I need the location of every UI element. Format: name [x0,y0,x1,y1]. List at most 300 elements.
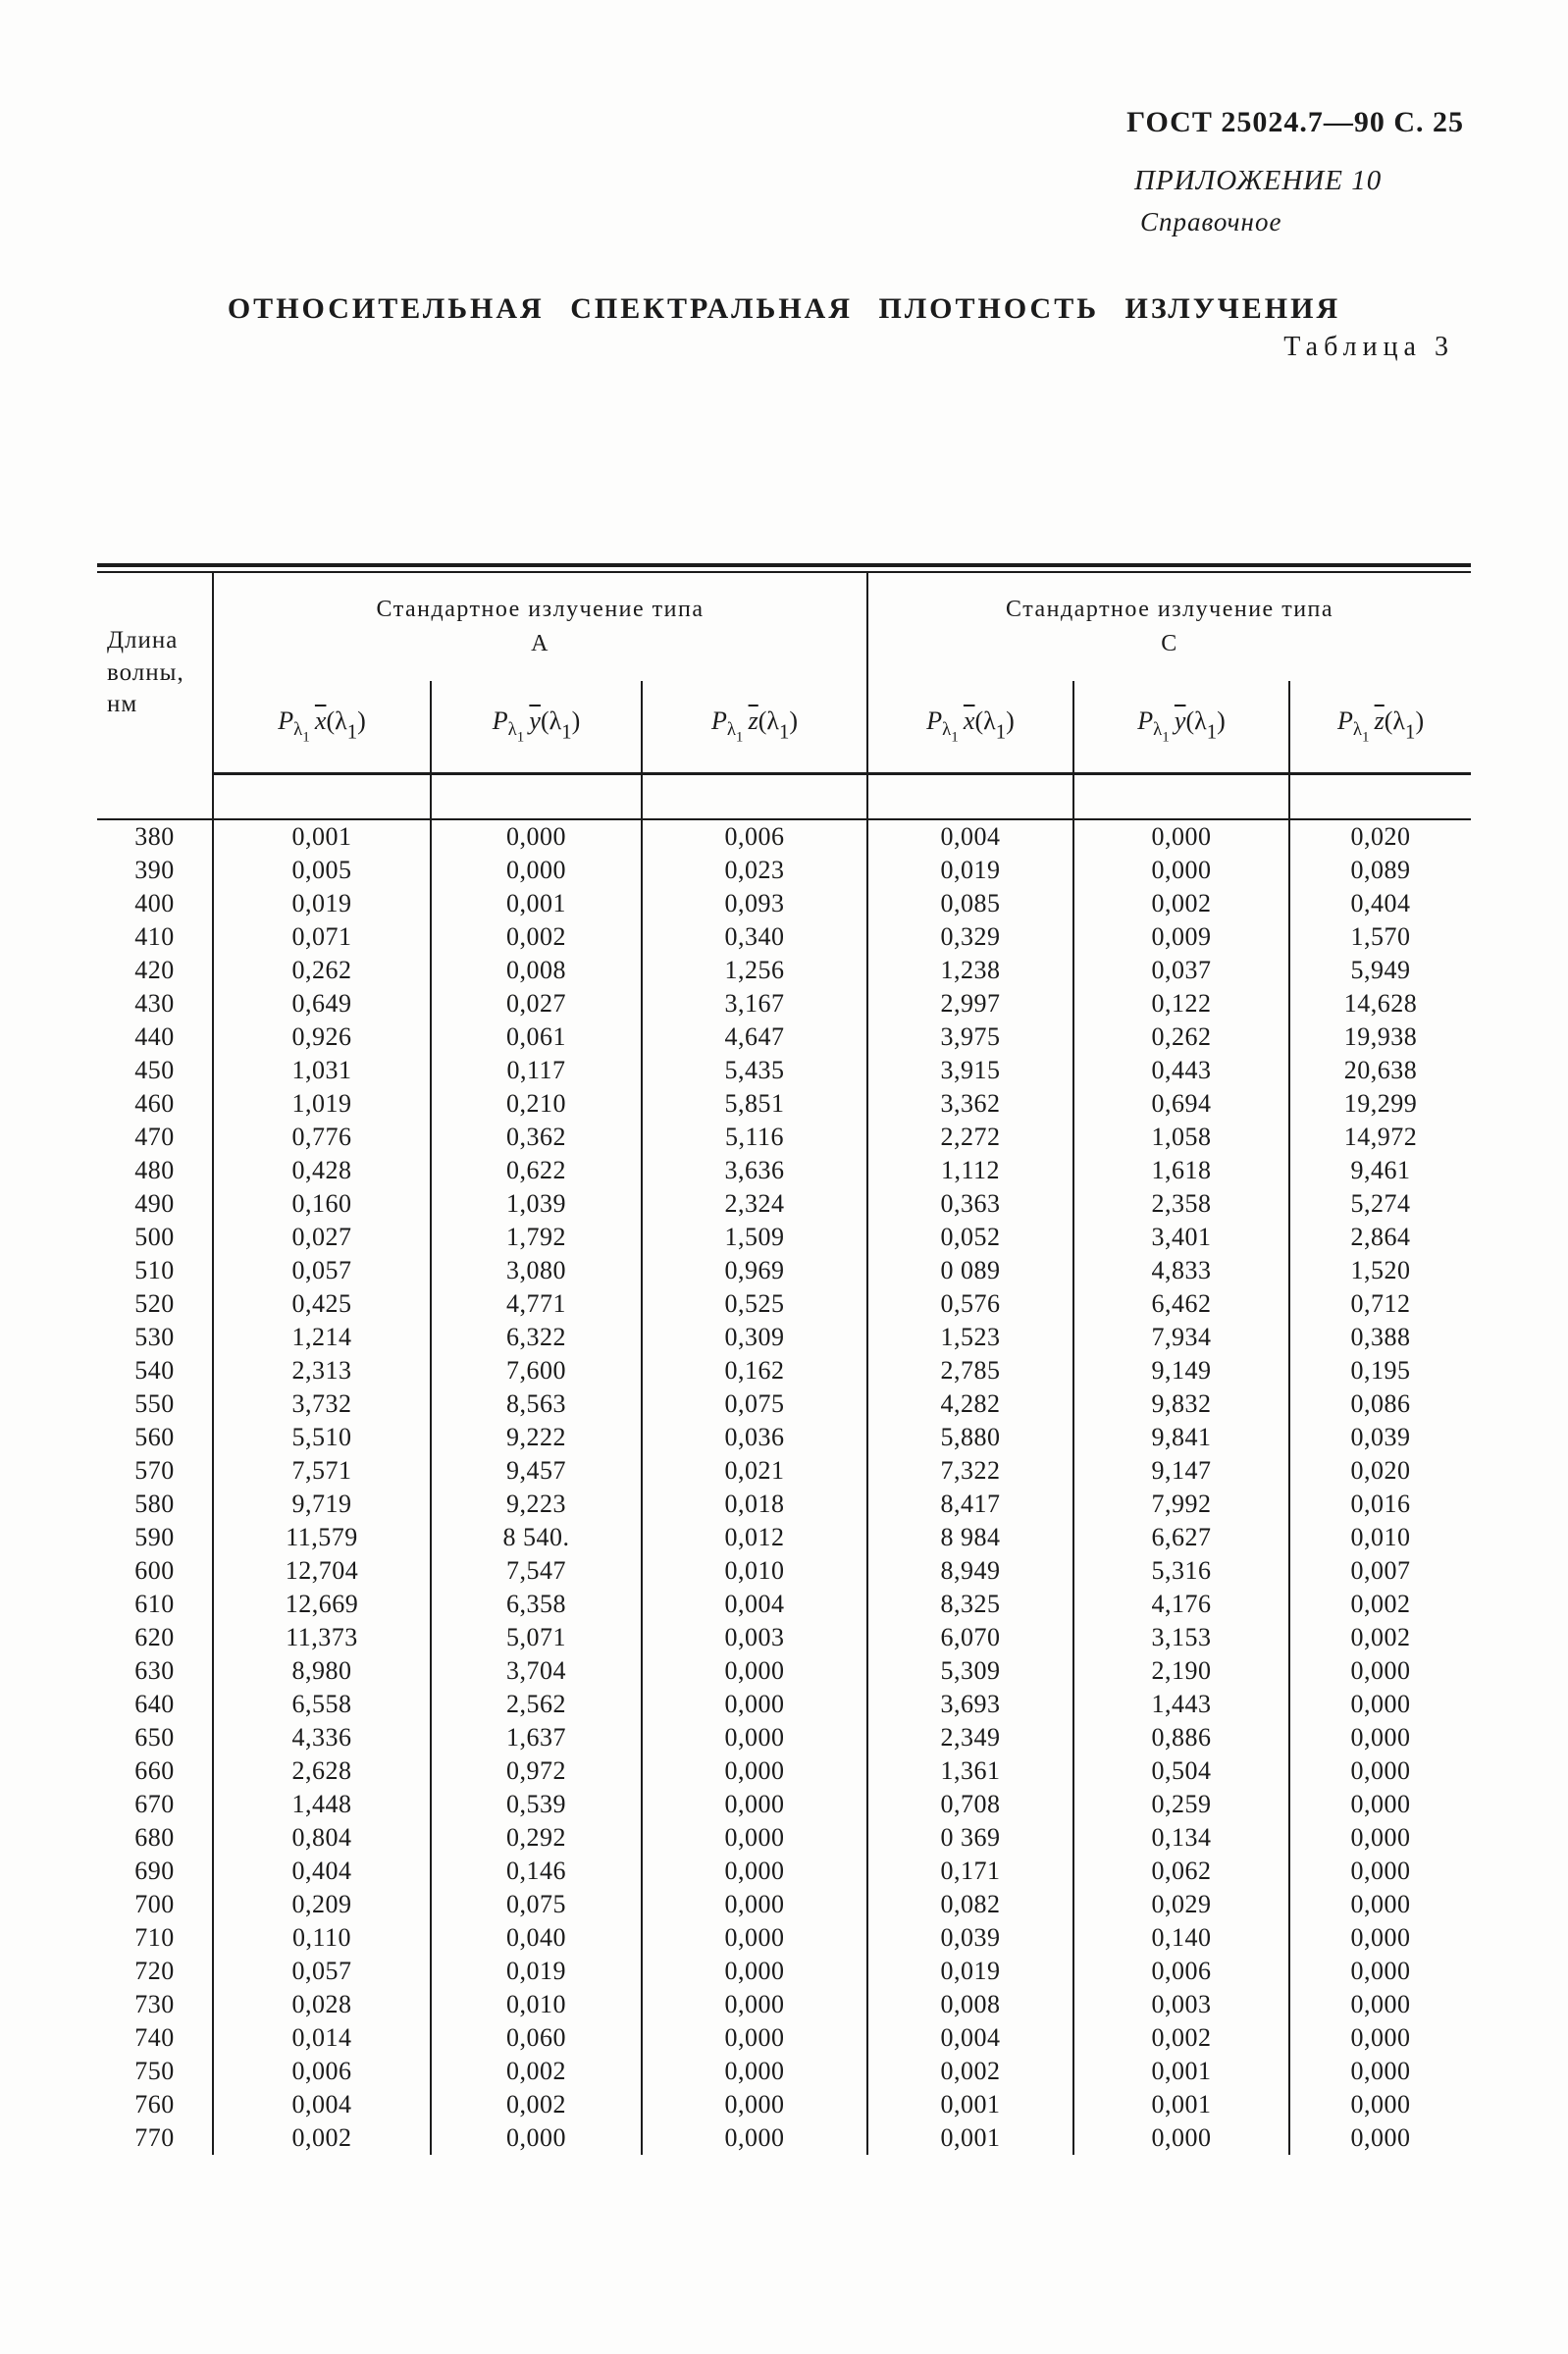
value-cell: 0,039 [867,1921,1073,1955]
value-cell: 3,636 [642,1154,867,1187]
value-cell: 0,028 [213,1988,431,2021]
wavelength-column-header: Длина волны, нм [97,572,213,773]
value-cell: 7,322 [867,1454,1073,1488]
value-cell: 11,579 [213,1521,431,1554]
table-row [97,1287,1471,1321]
value-cell: 8,949 [867,1554,1073,1588]
wavelength-cell: 570 [134,1455,175,1485]
value-cell: 0,708 [867,1788,1073,1821]
table-row [97,1821,1471,1855]
value-cell: 1,618 [1073,1154,1289,1187]
value-cell: 0 369 [867,1821,1073,1855]
value-cell: 5,116 [642,1121,867,1154]
value-cell: 0,020 [1289,1454,1471,1488]
value-cell: 0,003 [1073,1988,1289,2021]
value-cell: 0,075 [431,1888,642,1921]
value-cell: 3,693 [867,1688,1073,1721]
value-cell: 3,153 [1073,1621,1289,1654]
wavelength-cell: 680 [134,1822,175,1852]
value-cell: 1,509 [642,1221,867,1254]
value-cell: 0,404 [213,1855,431,1888]
wavelength-cell: 590 [134,1522,175,1551]
value-cell: 0,036 [642,1421,867,1454]
value-cell: 0,002 [1073,887,1289,920]
wavelength-cell: 480 [134,1155,175,1184]
value-cell: 0,209 [213,1888,431,1921]
column-symbol-a-x: $P_{\lambda_1}$ $\overline{x}(\lambda_1)$ [213,681,431,773]
table-body [97,773,1471,2155]
value-cell: 0 089 [867,1254,1073,1287]
table-row [97,1921,1471,1955]
value-cell: 9,841 [1073,1421,1289,1454]
value-cell: 0,001 [431,887,642,920]
wavelength-cell: 710 [134,1922,175,1952]
table-row [97,1654,1471,1688]
value-cell: 0,000 [1289,1888,1471,1921]
value-cell: 0,363 [867,1187,1073,1221]
wavelength-cell: 620 [134,1622,175,1651]
value-cell: 3,704 [431,1654,642,1688]
value-cell: 1,256 [642,954,867,987]
value-cell: 0,443 [1073,1054,1289,1087]
value-cell: 0,776 [213,1121,431,1154]
value-cell: 0,309 [642,1321,867,1354]
value-cell: 0,000 [642,1821,867,1855]
table-row [97,1955,1471,1988]
value-cell: 0,001 [213,819,431,854]
table-row [97,1121,1471,1154]
value-cell: 0,009 [1073,920,1289,954]
spectral-density-table [97,571,1471,2155]
value-cell: 0,027 [213,1221,431,1254]
table-row [97,1020,1471,1054]
value-cell: 0,006 [213,2055,431,2088]
table-row [97,1221,1471,1254]
value-cell: 0,039 [1289,1421,1471,1454]
table-label: Таблица 3 [1283,332,1454,362]
wavelength-cell: 560 [134,1422,175,1451]
value-cell: 0,010 [431,1988,642,2021]
value-cell: 0,016 [1289,1488,1471,1521]
table-row [97,1754,1471,1788]
wavelength-cell: 580 [134,1489,175,1518]
value-cell: 0,000 [642,1988,867,2021]
value-cell: 6,322 [431,1321,642,1354]
table-row [97,1187,1471,1221]
value-cell: 0,504 [1073,1754,1289,1788]
value-cell: 3,915 [867,1054,1073,1087]
wavelength-cell: 470 [134,1122,175,1151]
annex-title: ПРИЛОЖЕНИЕ 10 [1134,165,1383,196]
value-cell: 0,089 [1289,854,1471,887]
value-cell: 0,539 [431,1788,642,1821]
value-cell: 3,080 [431,1254,642,1287]
value-cell: 0,057 [213,1955,431,1988]
value-cell: 2,358 [1073,1187,1289,1221]
table-row [97,1688,1471,1721]
value-cell: 0,171 [867,1855,1073,1888]
value-cell: 3,401 [1073,1221,1289,1254]
annex-subtitle: Справочное [1140,207,1282,236]
value-cell: 0,969 [642,1254,867,1287]
table-row [97,2021,1471,2055]
value-cell: 8,563 [431,1387,642,1421]
value-cell: 2,190 [1073,1654,1289,1688]
value-cell: 1,443 [1073,1688,1289,1721]
value-cell: 0,004 [867,2021,1073,2055]
value-cell: 0,002 [1289,1588,1471,1621]
value-cell: 0,003 [642,1621,867,1654]
table-row [97,920,1471,954]
value-cell: 5,510 [213,1421,431,1454]
value-cell: 0,329 [867,920,1073,954]
value-cell: 0,000 [642,1888,867,1921]
value-cell: 0,061 [431,1020,642,1054]
annex-block [1134,165,1382,237]
value-cell: 0,804 [213,1821,431,1855]
value-cell: 1,361 [867,1754,1073,1788]
table-row [97,1421,1471,1454]
value-cell: 0,018 [642,1488,867,1521]
value-cell: 0,110 [213,1921,431,1955]
value-cell: 0,001 [867,2088,1073,2121]
value-cell: 0,005 [213,854,431,887]
value-cell: 0,000 [1289,1721,1471,1754]
value-cell: 0,020 [1289,819,1471,854]
value-cell: 4,771 [431,1287,642,1321]
value-cell: 7,571 [213,1454,431,1488]
wavelength-cell: 630 [134,1655,175,1685]
header-separator-row [97,773,1471,819]
wavelength-cell: 550 [134,1388,175,1418]
value-cell: 0,002 [213,2121,431,2155]
value-cell: 0,972 [431,1754,642,1788]
value-cell: 0,002 [867,2055,1073,2088]
value-cell: 0,000 [642,2088,867,2121]
group-c-line1: Стандартное излучение типа [1006,597,1334,623]
value-cell: 8,417 [867,1488,1073,1521]
value-cell: 0,000 [642,1788,867,1821]
value-cell: 0,262 [213,954,431,987]
value-cell: 1,792 [431,1221,642,1254]
column-symbol-a-z: $P_{\lambda_1}$ $\overline{z}(\lambda_1)$ [642,681,867,773]
value-cell: 3,732 [213,1387,431,1421]
value-cell: 4,336 [213,1721,431,1754]
table-row [97,954,1471,987]
value-cell: 6,462 [1073,1287,1289,1321]
value-cell: 0,649 [213,987,431,1020]
value-cell: 0,000 [642,1754,867,1788]
value-cell: 4,176 [1073,1588,1289,1621]
value-cell: 2,324 [642,1187,867,1221]
value-cell: 9,223 [431,1488,642,1521]
value-cell: 0,000 [642,1855,867,1888]
value-cell: 12,669 [213,1588,431,1621]
value-cell: 0,062 [1073,1855,1289,1888]
value-cell: 1,520 [1289,1254,1471,1287]
value-cell: 0,012 [642,1521,867,1554]
value-cell: 0,000 [1073,2121,1289,2155]
table-row [97,1454,1471,1488]
value-cell: 2,313 [213,1354,431,1387]
table-row [97,1588,1471,1621]
value-cell: 0,210 [431,1087,642,1121]
value-cell: 19,299 [1289,1087,1471,1121]
wavelength-cell: 650 [134,1722,175,1752]
table-row [97,1087,1471,1121]
value-cell: 14,628 [1289,987,1471,1020]
value-cell: 0,093 [642,887,867,920]
value-cell: 1,112 [867,1154,1073,1187]
table-row [97,819,1471,854]
value-cell: 4,282 [867,1387,1073,1421]
table-row [97,1387,1471,1421]
table-row [97,1054,1471,1087]
value-cell: 14,972 [1289,1121,1471,1154]
value-cell: 0,019 [867,1955,1073,1988]
value-cell: 0,388 [1289,1321,1471,1354]
value-cell: 0,006 [1073,1955,1289,1988]
value-cell: 9,461 [1289,1154,1471,1187]
value-cell: 0,086 [1289,1387,1471,1421]
value-cell: 7,600 [431,1354,642,1387]
value-cell: 19,938 [1289,1020,1471,1054]
value-cell: 0,428 [213,1154,431,1187]
value-cell: 9,832 [1073,1387,1289,1421]
value-cell: 1,523 [867,1321,1073,1354]
wavelength-cell: 670 [134,1789,175,1818]
page-title: ОТНОСИТЕЛЬНАЯ СПЕКТРАЛЬНАЯ ПЛОТНОСТЬ ИЗЛУЧЕНИЯ [227,292,1341,325]
value-cell: 8,980 [213,1654,431,1688]
value-cell: 0,622 [431,1154,642,1187]
value-cell: 0,694 [1073,1087,1289,1121]
value-cell: 0,010 [1289,1521,1471,1554]
value-cell: 0,004 [213,2088,431,2121]
table-row [97,1254,1471,1287]
wavelength-cell: 420 [134,955,175,984]
table-row [97,1621,1471,1654]
value-cell: 0,000 [1073,854,1289,887]
value-cell: 0,000 [1289,1754,1471,1788]
value-cell: 0,000 [642,1654,867,1688]
wavelength-cell: 510 [134,1255,175,1284]
value-cell: 0,262 [1073,1020,1289,1054]
value-cell: 3,975 [867,1020,1073,1054]
value-cell: 0,002 [431,2088,642,2121]
wavelength-cell: 760 [134,2089,175,2119]
value-cell: 6,558 [213,1688,431,1721]
value-cell: 3,362 [867,1087,1073,1121]
value-cell: 8 540. [431,1521,642,1554]
value-cell: 7,992 [1073,1488,1289,1521]
value-cell: 2,349 [867,1721,1073,1754]
value-cell: 0,000 [431,854,642,887]
value-cell: 0,019 [867,854,1073,887]
value-cell: 0,425 [213,1287,431,1321]
value-cell: 0,027 [431,987,642,1020]
value-cell: 0,000 [1289,2055,1471,2088]
value-cell: 0,037 [1073,954,1289,987]
value-cell: 4,833 [1073,1254,1289,1287]
value-cell: 0,117 [431,1054,642,1087]
value-cell: 0,082 [867,1888,1073,1921]
column-symbol-c-y: $P_{\lambda_1}$ $\overline{y}(\lambda_1)$ [1073,681,1289,773]
value-cell: 0,000 [1289,1988,1471,2021]
value-cell: 0,160 [213,1187,431,1221]
value-cell: 2,785 [867,1354,1073,1387]
value-cell: 0,000 [642,1955,867,1988]
table-row [97,1321,1471,1354]
symbol-header-row [97,681,1471,773]
value-cell: 0,010 [642,1554,867,1588]
value-cell: 0,000 [431,819,642,854]
column-symbol-a-y: $P_{\lambda_1}$ $\overline{y}(\lambda_1)$ [431,681,642,773]
value-cell: 0,004 [642,1588,867,1621]
table-row [97,1488,1471,1521]
value-cell: 0,140 [1073,1921,1289,1955]
value-cell: 0,007 [1289,1554,1471,1588]
value-cell: 1,214 [213,1321,431,1354]
value-cell: 2,997 [867,987,1073,1020]
value-cell: 0,000 [1289,2121,1471,2155]
value-cell: 0,362 [431,1121,642,1154]
value-cell: 5,851 [642,1087,867,1121]
value-cell: 0,292 [431,1821,642,1855]
value-cell: 0,006 [642,819,867,854]
wavelength-cell: 400 [134,888,175,917]
wavelength-cell: 530 [134,1322,175,1351]
value-cell: 2,562 [431,1688,642,1721]
value-cell: 12,704 [213,1554,431,1588]
table-row [97,854,1471,887]
wavelength-cell: 610 [134,1589,175,1618]
group-header-type-c [867,572,1471,681]
value-cell: 6,627 [1073,1521,1289,1554]
value-cell: 20,638 [1289,1054,1471,1087]
value-cell: 0,023 [642,854,867,887]
value-cell: 0,000 [642,1921,867,1955]
wavelength-cell: 740 [134,2022,175,2052]
value-cell: 8,325 [867,1588,1073,1621]
wavelength-cell: 380 [134,821,175,851]
value-cell: 4,647 [642,1020,867,1054]
table-row [97,1855,1471,1888]
value-cell: 0,019 [431,1955,642,1988]
table-row [97,2055,1471,2088]
wavelength-cell: 640 [134,1689,175,1718]
value-cell: 0,926 [213,1020,431,1054]
table-row [97,1554,1471,1588]
value-cell: 0,000 [642,2021,867,2055]
value-cell: 5,274 [1289,1187,1471,1221]
wavelength-cell: 440 [134,1021,175,1051]
value-cell: 0,075 [642,1387,867,1421]
value-cell: 0,000 [1289,1654,1471,1688]
value-cell: 0,404 [1289,887,1471,920]
wavelength-cell: 490 [134,1188,175,1218]
value-cell: 9,457 [431,1454,642,1488]
value-cell: 5,309 [867,1654,1073,1688]
wavelength-cell: 390 [134,855,175,884]
table-row [97,2121,1471,2155]
value-cell: 0,576 [867,1287,1073,1321]
value-cell: 0,000 [1289,1821,1471,1855]
value-cell: 0,712 [1289,1287,1471,1321]
group-header-type-a [213,572,867,681]
value-cell: 0,000 [1073,819,1289,854]
value-cell: 0,001 [867,2121,1073,2155]
value-cell: 1,637 [431,1721,642,1754]
group-a-line1: Стандартное излучение типа [376,597,705,623]
table-row [97,1788,1471,1821]
value-cell: 11,373 [213,1621,431,1654]
value-cell: 5,316 [1073,1554,1289,1588]
value-cell: 1,238 [867,954,1073,987]
value-cell: 0,000 [1289,2021,1471,2055]
value-cell: 0,002 [431,920,642,954]
value-cell: 2,272 [867,1121,1073,1154]
value-cell: 0,000 [642,2055,867,2088]
column-symbol-c-z: $P_{\lambda_1}$ $\overline{z}(\lambda_1)$ [1289,681,1471,773]
value-cell: 0,886 [1073,1721,1289,1754]
value-cell: 0,002 [1073,2021,1289,2055]
value-cell: 0,002 [431,2055,642,2088]
value-cell: 1,019 [213,1087,431,1121]
value-cell: 0,000 [1289,1855,1471,1888]
wavelength-cell: 770 [134,2122,175,2152]
value-cell: 0,071 [213,920,431,954]
value-cell: 0,000 [642,1688,867,1721]
value-cell: 6,358 [431,1588,642,1621]
table-row [97,1354,1471,1387]
wavelength-cell: 410 [134,921,175,951]
wavelength-cell: 700 [134,1889,175,1918]
table-row [97,1154,1471,1187]
value-cell: 0,146 [431,1855,642,1888]
value-cell: 1,039 [431,1187,642,1221]
gost-document-number: ГОСТ 25024.7—90 С. 25 [1126,106,1464,138]
value-cell: 0,162 [642,1354,867,1387]
value-cell: 0,021 [642,1454,867,1488]
value-cell: 0,525 [642,1287,867,1321]
wavelength-cell: 500 [134,1222,175,1251]
value-cell: 0,002 [1289,1621,1471,1654]
value-cell: 0,195 [1289,1354,1471,1387]
wavelength-cell: 730 [134,1989,175,2018]
value-cell: 0,000 [642,1721,867,1754]
table-row [97,1988,1471,2021]
wavelength-cell: 540 [134,1355,175,1385]
value-cell: 5,071 [431,1621,642,1654]
wavelength-cell: 690 [134,1856,175,1885]
table-row [97,1888,1471,1921]
wavelength-cell: 750 [134,2056,175,2085]
value-cell: 9,149 [1073,1354,1289,1387]
table-row [97,1521,1471,1554]
value-cell: 0,004 [867,819,1073,854]
value-cell: 8 984 [867,1521,1073,1554]
column-symbol-c-x: $P_{\lambda_1}$ $\overline{x}(\lambda_1)$ [867,681,1073,773]
value-cell: 7,934 [1073,1321,1289,1354]
value-cell: 0,014 [213,2021,431,2055]
group-header-row [97,572,1471,681]
value-cell: 0,000 [1289,1788,1471,1821]
value-cell: 0,000 [642,2121,867,2155]
value-cell: 0,340 [642,920,867,954]
value-cell: 1,570 [1289,920,1471,954]
value-cell: 0,000 [1289,1921,1471,1955]
value-cell: 1,448 [213,1788,431,1821]
